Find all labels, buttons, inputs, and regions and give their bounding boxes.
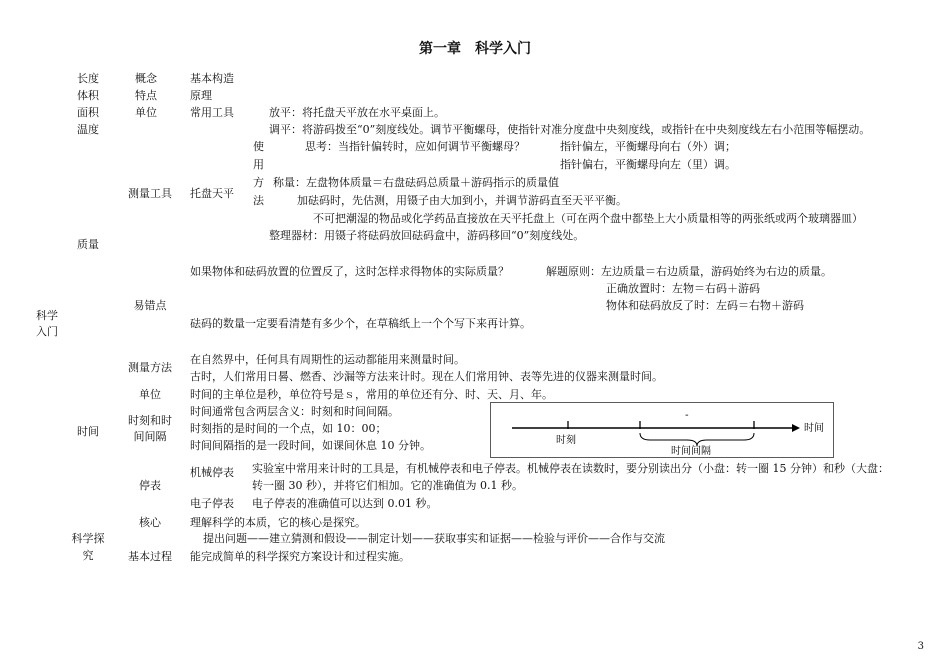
process-label: 基本过程 xyxy=(128,550,172,563)
usage-char-3: 方 xyxy=(253,176,264,189)
core-text: 理解科学的本质，它的核心是探究。 xyxy=(190,516,366,529)
temperature-label: 温度 xyxy=(77,123,99,136)
balance-adjust-step: 调平：将游码拨至“0”刻度线处。调节平衡螺母，使指针对准分度盘中央刻度线，或指针在中央刻度线左右小范围等幅摆动。 xyxy=(269,123,871,136)
mass-label: 质量 xyxy=(77,238,99,251)
measure-tool-label: 测量工具 xyxy=(128,187,172,200)
usage-char-2: 用 xyxy=(253,158,264,171)
time-method-2: 古时，人们常用日晷、燃香、沙漏等方法来计时。现在人们常用钟、表等先进的仪器来测量时间。 xyxy=(190,370,663,383)
add-weights-rule: 加砝码时，先估测，用镊子由大加到小，并调节游码直至天平平衡。 xyxy=(297,194,627,207)
elec-stopwatch-text: 电子停表的准确值可以达到 0.01 秒。 xyxy=(252,497,438,510)
science-label: 科学 入门 xyxy=(36,309,58,338)
moment-interval-label: 时刻和时 间间隔 xyxy=(128,414,172,443)
basic-structure-header: 基本构造 xyxy=(190,72,234,85)
time-method-1: 在自然界中，任何具有周期性的运动都能用来测量时间。 xyxy=(190,353,465,366)
common-tools-header: 常用工具 xyxy=(190,106,234,119)
page-title: 第一章 科学入门 xyxy=(419,41,531,57)
mech-stopwatch-label: 机械停表 xyxy=(190,466,234,479)
area-label: 面积 xyxy=(77,106,99,119)
moment-text-3: 时间间隔指的是一段时间，如课间休息 10 分钟。 xyxy=(190,439,431,452)
correct-placement: 正确放置时：左物＝右码＋游码 xyxy=(606,282,760,295)
diagram-frame xyxy=(491,403,834,458)
principle-header: 原理 xyxy=(190,89,212,102)
features-header: 特点 xyxy=(135,89,157,102)
reversed-placement: 物体和砝码放反了时：左码＝右物＋游码 xyxy=(606,299,804,312)
usage-char-1: 使 xyxy=(253,140,264,153)
mech-stopwatch-text-2: 转一圈 30 秒），并将它们相加。它的准确值为 0.1 秒。 xyxy=(252,479,523,492)
balance-level-step: 放平：将托盘天平放在水平桌面上。 xyxy=(269,106,445,119)
time-method-label: 测量方法 xyxy=(128,361,172,374)
pointer-left-rule: 指针偏左，平衡螺母向右（外）调； xyxy=(560,140,736,153)
inquiry-label: 科学探 究 xyxy=(71,532,105,562)
page-number: 3 xyxy=(917,641,924,652)
diagram-dot: - xyxy=(685,410,689,421)
balance-think-question: 思考：当指针偏转时，应如何调节平衡螺母？ xyxy=(305,140,525,153)
balance-weigh-step: 称量：左盘物体质量＝右盘砝码总质量＋游码指示的质量值 xyxy=(273,176,559,189)
reversed-question: 如果物体和砝码放置的位置反了，这时怎样求得物体的实际质量？ xyxy=(190,265,509,278)
process-note: 能完成简单的科学探究方案设计和过程实施。 xyxy=(190,550,410,563)
moment-text-1: 时间通常包含两层含义：时刻和时间间隔。 xyxy=(190,405,399,418)
moment-caption: 时刻 xyxy=(556,435,576,446)
timeline-arrow xyxy=(792,424,800,432)
concept-header: 概念 xyxy=(135,72,157,85)
time-caption: 时间 xyxy=(804,423,824,434)
unit-header: 单位 xyxy=(135,106,157,119)
solving-principle: 解题原则：左边质量＝右边质量，游码始终为右边的质量。 xyxy=(546,265,832,278)
time-unit-text: 时间的主单位是秒，单位符号是ｓ，常用的单位还有分、时、天、月、年。 xyxy=(190,388,553,401)
count-weights-tip: 砝码的数量一定要看清楚有多少个，在草稿纸上一个个写下来再计算。 xyxy=(190,317,531,330)
interval-brace xyxy=(640,433,754,446)
time-label: 时间 xyxy=(77,425,99,438)
stopwatch-label: 停表 xyxy=(139,479,161,492)
usage-char-4: 法 xyxy=(253,194,264,207)
length-label: 长度 xyxy=(77,72,99,85)
pointer-right-rule: 指针偏右，平衡螺母向左（里）调。 xyxy=(560,158,736,171)
process-steps: 提出问题——建立猜测和假设——制定计划——获取事实和证据——检验与评价——合作与交流 xyxy=(203,532,665,545)
mech-stopwatch-text-1: 实验室中常用来计时的工具是，有机械停表和电子停表。机械停表在读数时，要分别读出分（小盘：转一圈 15 分钟）和秒（大盘： xyxy=(252,462,889,475)
time-interval-diagram xyxy=(490,402,834,458)
tidy-step: 整理器材：用镊子将砝码放回砝码盒中，游码移回“0”刻度线处。 xyxy=(269,229,585,242)
balance-label: 托盘天平 xyxy=(190,187,234,200)
core-label: 核心 xyxy=(139,516,161,529)
volume-label: 体积 xyxy=(77,89,99,102)
errors-label: 易错点 xyxy=(133,299,167,312)
elec-stopwatch-label: 电子停表 xyxy=(190,497,234,510)
interval-caption: 时间间隔 xyxy=(671,446,711,457)
moment-text-2: 时刻指的是时间的一个点，如 10：00； xyxy=(190,422,387,435)
time-unit-label: 单位 xyxy=(139,388,161,401)
no-wet-items-rule: 不可把潮湿的物品或化学药品直接放在天平托盘上（可在两个盘中都垫上大小质量相等的两张纸或两个玻璃器皿） xyxy=(313,212,863,225)
